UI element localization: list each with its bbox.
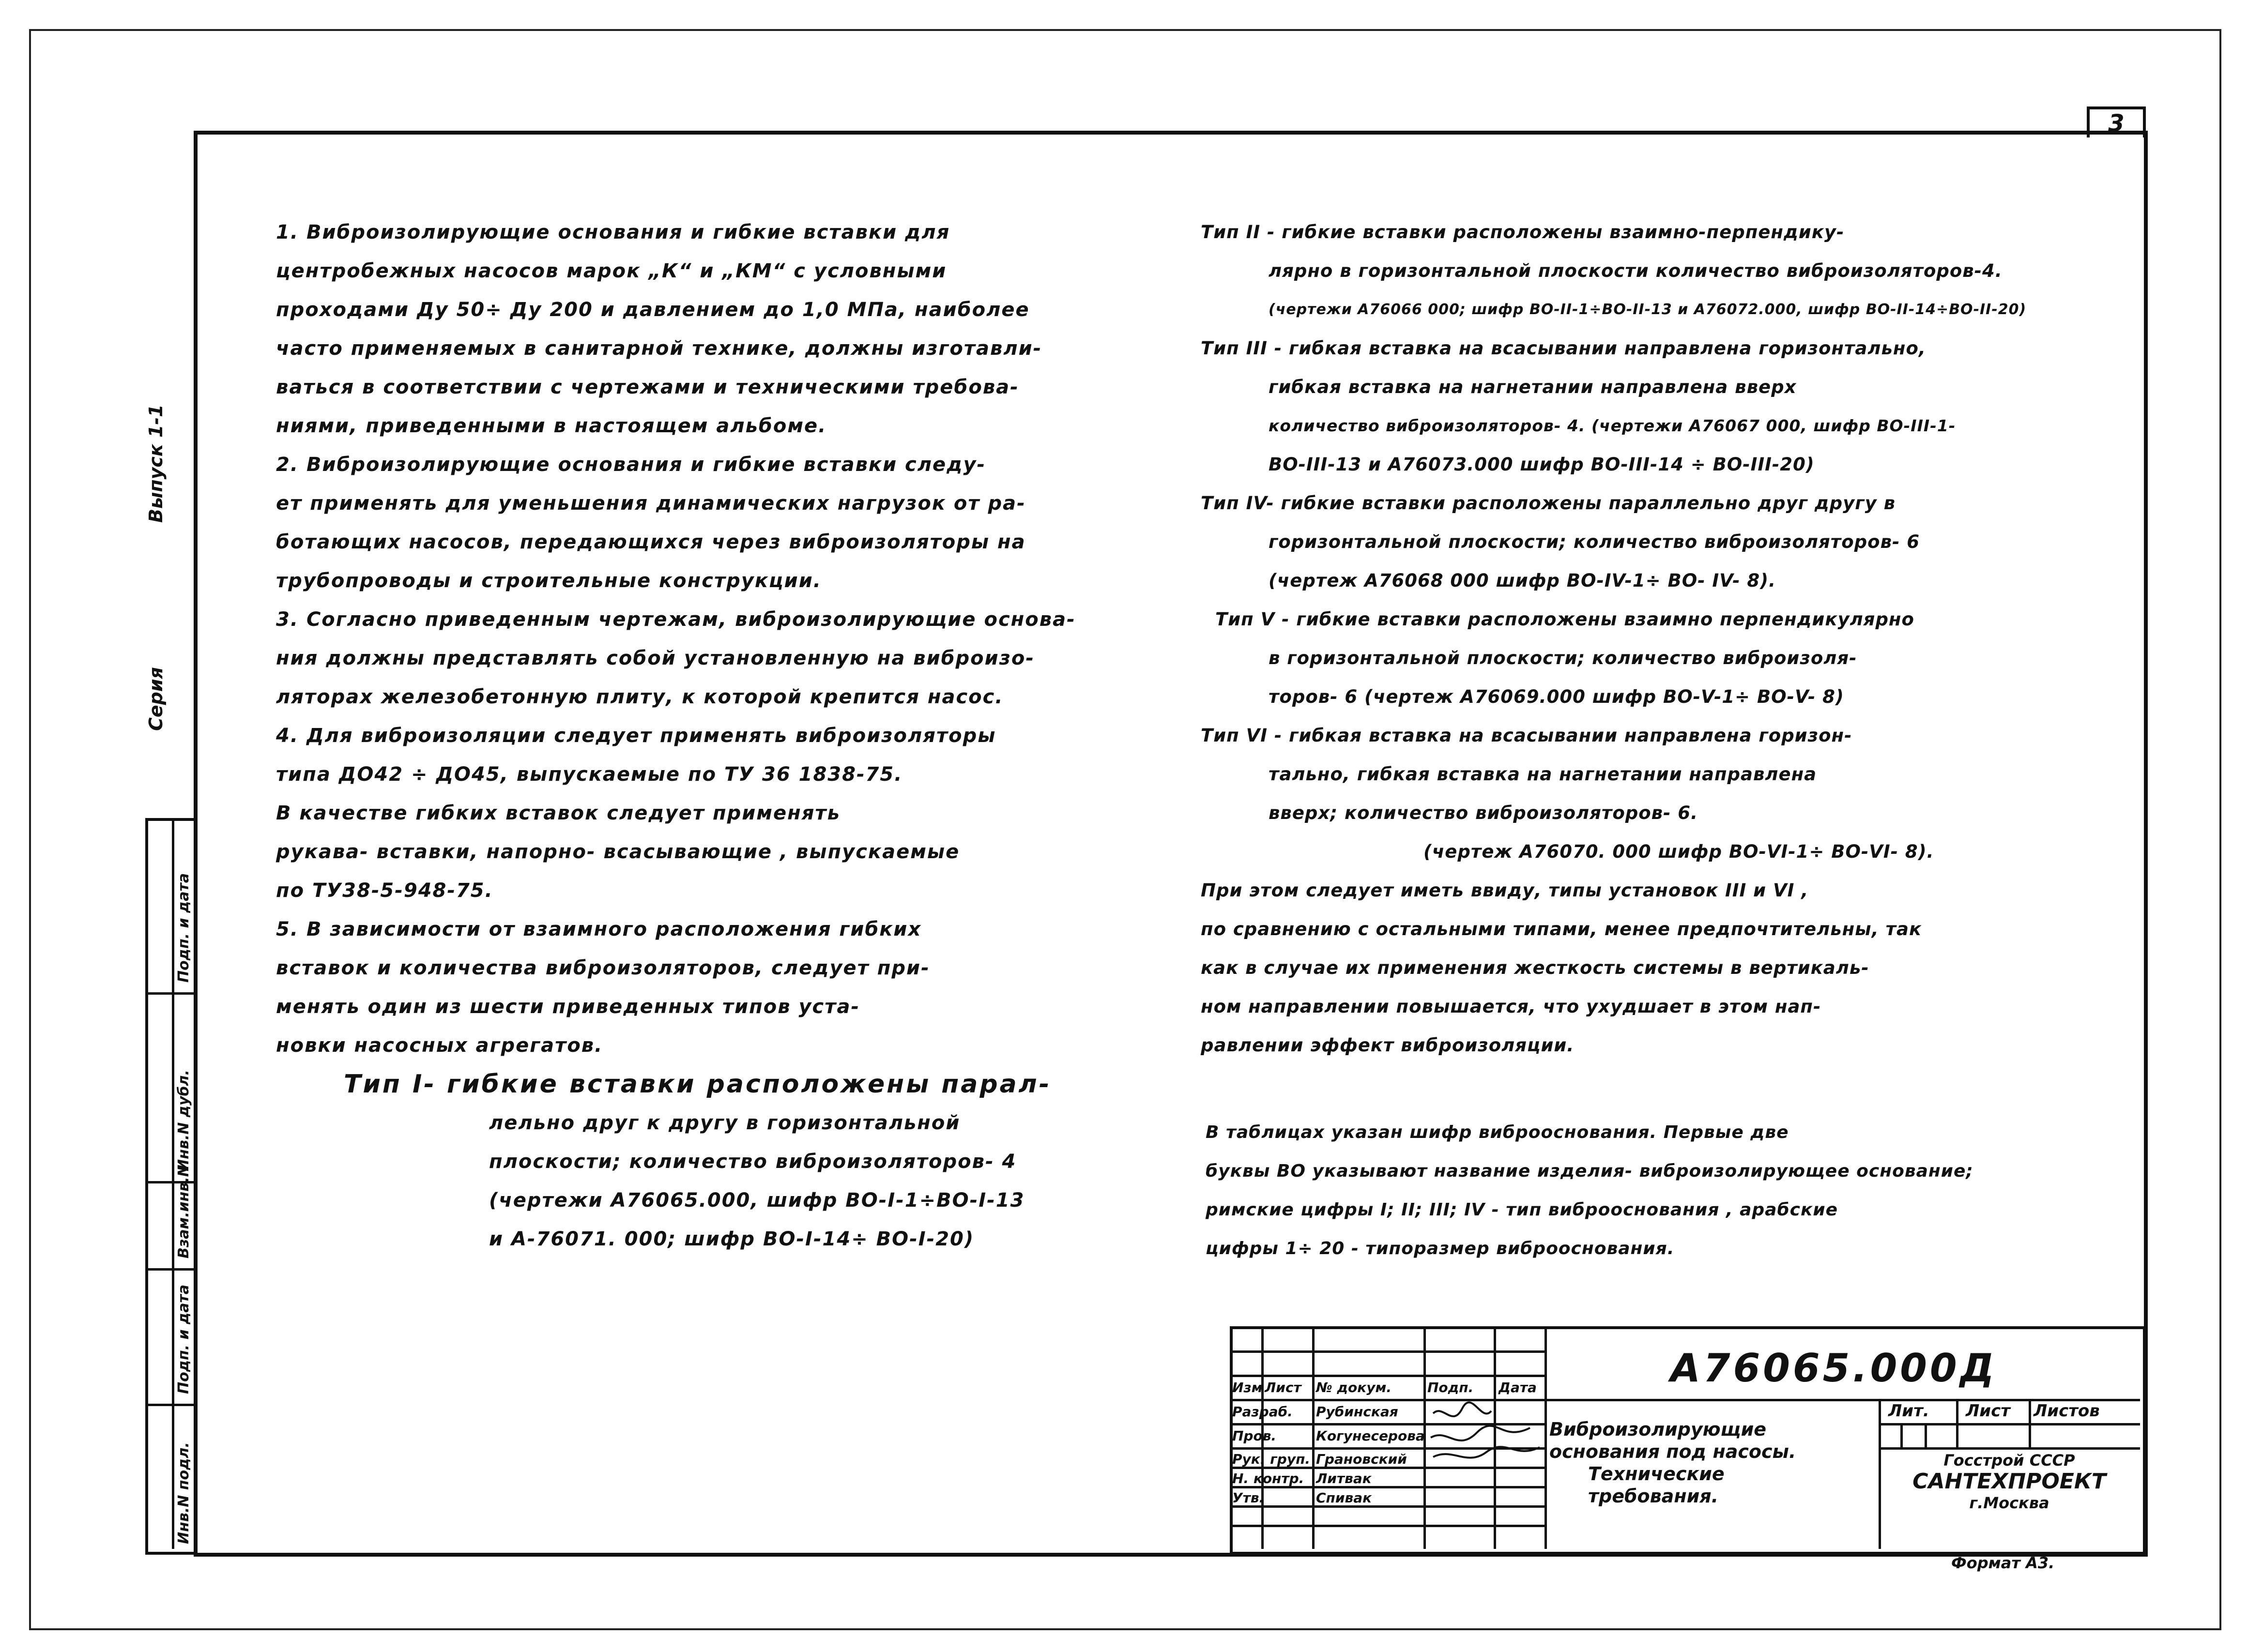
notice-paragraph: [1201, 871, 1922, 1065]
text-line: по ТУ38-5-948-75.: [276, 879, 493, 902]
text-line: новки насосных агрегатов.: [276, 1034, 603, 1057]
description-line: Технические: [1588, 1463, 1725, 1485]
text-line: Тип VI - гибкая вставка на всасывании направлена горизон-: [1201, 725, 1852, 746]
strip-cell-divider: [145, 1268, 194, 1271]
text-line: (чертежи А76066 000; шифр ВО-II-1÷ВО-II-13 и А76072.000, шифр ВО-II-14÷ВО-II-20): [1269, 301, 2027, 318]
text-line: как в случае их применения жесткость системы в вертикаль-: [1201, 957, 1869, 978]
role-label: Н. контр.: [1232, 1470, 1304, 1486]
sheet-label: Лист: [1966, 1401, 2010, 1421]
format-label: Формат А3.: [1951, 1554, 2055, 1572]
description-line: основания под насосы.: [1549, 1441, 1796, 1462]
text-line: Тип IV- гибкие вставки расположены параллельно друг другу в: [1201, 493, 1896, 514]
grid-line: [1230, 1505, 1545, 1508]
lit-label: Лит.: [1888, 1401, 1929, 1421]
signature-scribbles: [1423, 1399, 1549, 1471]
grid-line: [1230, 1525, 1545, 1527]
document-description: [1549, 1418, 1796, 1507]
grid-line: [1879, 1423, 2140, 1425]
role-name: Когунесерова: [1316, 1428, 1425, 1444]
text-line: вверх; количество виброизоляторов- 6.: [1269, 803, 1698, 823]
text-line: буквы ВО указывают название изделия- виброизолирующее основание;: [1206, 1161, 1973, 1181]
grid-line: [1312, 1326, 1315, 1549]
sheets-total-label: Листов: [2034, 1401, 2100, 1421]
role-label: Пров.: [1232, 1428, 1277, 1444]
grid-line: [1925, 1423, 1927, 1447]
strip-divider: [172, 818, 174, 1549]
type-1-details: [489, 1104, 1025, 1258]
document-code: А76065.000Д: [1670, 1346, 1997, 1391]
text-line: гибкая вставка на нагнетании направлена вверх: [1269, 377, 1797, 397]
text-line: 1. Виброизолирующие основания и гибкие вставки для: [276, 221, 950, 243]
grid-line: [1956, 1399, 1958, 1447]
text-line: торов- 6 (чертеж А76069.000 шифр ВО-V-1÷ ВО-V- 8): [1269, 686, 1844, 707]
text-line: часто применяемых в санитарной технике, должны изготавли-: [276, 337, 1042, 360]
role-name: Литвак: [1316, 1470, 1372, 1486]
text-line: ВО-III-13 и А76073.000 шифр ВО-III-14 ÷ ВО-III-20): [1269, 454, 1815, 475]
text-line: ниями, приведенными в настоящем альбоме.: [276, 415, 827, 437]
issue-label: Выпуск 1-1: [145, 404, 167, 523]
text-line: менять один из шести приведенных типов уста-: [276, 996, 860, 1018]
header-date: Дата: [1499, 1379, 1537, 1395]
text-line: лельно друг к другу в горизонтальной: [489, 1112, 961, 1134]
strip-label: Инв.N подл.: [175, 1442, 192, 1544]
header-list: Лист: [1265, 1379, 1301, 1395]
role-name: Спивак: [1316, 1490, 1372, 1506]
strip-cell-divider: [145, 992, 194, 995]
left-text-column: [276, 213, 1076, 1065]
description-line: Виброизолирующие: [1549, 1419, 1767, 1440]
text-line: римские цифры I; II; III; IV - тип виброоснования , арабские: [1206, 1200, 1838, 1220]
text-line: ботающих насосов, передающихся через виброизоляторы на: [276, 531, 1026, 553]
text-line: проходами Ду 50÷ Ду 200 и давлением до 1,0 МПа, наиболее: [276, 299, 1030, 321]
text-line: Тип V - гибкие вставки расположены взаимно перпендикулярно: [1215, 609, 1914, 630]
text-line: в горизонтальной плоскости; количество виброизоля-: [1269, 648, 1857, 668]
series-label: Серия: [145, 667, 167, 731]
text-line: тально, гибкая вставка на нагнетании направлена: [1269, 764, 1817, 785]
text-line: трубопроводы и строительные конструкции.: [276, 570, 822, 592]
description-line: требования.: [1588, 1485, 1719, 1507]
text-line: 2. Виброизолирующие основания и гибкие вставки следу-: [276, 454, 986, 476]
text-line: по сравнению с остальными типами, менее предпочтительны, так: [1201, 919, 1922, 940]
text-line: типа ДО42 ÷ ДО45, выпускаемые по ТУ 36 1838-75.: [276, 763, 903, 786]
text-line: 3. Согласно приведенным чертежам, виброизолирующие основа-: [276, 608, 1076, 631]
text-line: Тип III - гибкая вставка на всасывании направлена горизонтально,: [1201, 338, 1926, 359]
organization: [1881, 1450, 2138, 1514]
role-label: Рук. груп.: [1232, 1451, 1311, 1467]
text-line: центробежных насосов марок „К“ и „КМ“ с условными: [276, 260, 947, 282]
text-line: горизонтальной плоскости; количество виброизоляторов- 6: [1269, 531, 1920, 552]
grid-line: [1900, 1423, 1903, 1447]
role-label: Разраб.: [1232, 1404, 1293, 1420]
strip-label: Взам.инв.N: [175, 1165, 192, 1258]
role-name: Грановский: [1316, 1451, 1407, 1467]
org-line: г.Москва: [1969, 1494, 2049, 1512]
text-line: вставок и количества виброизоляторов, следует при-: [276, 957, 930, 979]
text-line: рукава- вставки, напорно- всасывающие , выпускаемые: [276, 841, 960, 863]
header-izm: Изм: [1232, 1379, 1263, 1395]
right-text-column: [1201, 213, 2026, 871]
header-doc: № докум.: [1316, 1379, 1392, 1395]
org-line: Госстрой СССР: [1943, 1451, 2075, 1470]
sheet-number: 3: [2087, 106, 2146, 137]
text-line: ном направлении повышается, что ухудшает в этом нап-: [1201, 996, 1821, 1017]
signature-stroke: [1433, 1447, 1540, 1457]
text-line: ния должны представлять собой установленную на виброизо-: [276, 647, 1035, 669]
header-sign: Подп.: [1427, 1379, 1474, 1395]
type-1-block: [344, 1065, 1051, 1104]
text-line: 5. В зависимости от взаимного расположения гибких: [276, 918, 922, 940]
text-line: равлении эффект виброизоляции.: [1201, 1035, 1575, 1056]
type-1-heading: Тип I- гибкие вставки расположены парал-: [344, 1070, 1052, 1099]
text-line: (чертеж А76070. 000 шифр ВО-VI-1÷ ВО-VI- 8).: [1423, 841, 1934, 862]
org-line: САНТЕХПРОЕКТ: [1912, 1469, 2106, 1494]
strip-label: Инв.N дубл.: [175, 1070, 192, 1171]
text-line: В таблицах указан шифр виброоснования. Первые две: [1206, 1122, 1789, 1142]
text-line: В качестве гибких вставок следует применять: [276, 802, 841, 824]
text-line: (чертежи А76065.000, шифр ВО-I-1÷ВО-I-13: [489, 1189, 1025, 1212]
text-line: (чертеж А76068 000 шифр ВО-IV-1÷ ВО- IV- 8).: [1269, 570, 1776, 591]
strip-label: Подп. и дата: [175, 873, 192, 983]
strip-label: Подп. и дата: [175, 1284, 192, 1394]
text-line: лярно в горизонтальной плоскости количество виброизоляторов-4.: [1269, 260, 2003, 281]
text-line: Тип II - гибкие вставки расположены взаимно-перпендику-: [1201, 222, 1845, 242]
text-line: ет применять для уменьшения динамических нагрузок от ра-: [276, 492, 1026, 515]
table-note: [1206, 1113, 1973, 1268]
grid-line: [2029, 1399, 2031, 1447]
signature-stroke: [1433, 1402, 1491, 1416]
text-line: 4. Для виброизоляции следует применять виброизоляторы: [276, 725, 996, 747]
grid-line: [1230, 1350, 1545, 1353]
signature-stroke: [1431, 1426, 1530, 1440]
text-line: При этом следует иметь ввиду, типы установок III и VI ,: [1201, 880, 1809, 901]
grid-line: [1230, 1375, 1545, 1377]
role-label: Утв.: [1232, 1490, 1265, 1506]
text-line: цифры 1÷ 20 - типоразмер виброоснования.: [1206, 1239, 1675, 1258]
text-line: количество виброизоляторов- 4. (чертежи А76067 000, шифр ВО-III-1-: [1269, 416, 1956, 435]
text-line: ляторах железобетонную плиту, к которой крепится насос.: [276, 686, 1004, 708]
role-name: Рубинская: [1316, 1404, 1398, 1420]
strip-cell-divider: [145, 1404, 194, 1406]
text-line: ваться в соответствии с чертежами и техническими требова-: [276, 376, 1019, 398]
text-line: плоскости; количество виброизоляторов- 4: [489, 1151, 1017, 1173]
text-line: и А-76071. 000; шифр ВО-I-14÷ ВО-I-20): [489, 1228, 975, 1250]
